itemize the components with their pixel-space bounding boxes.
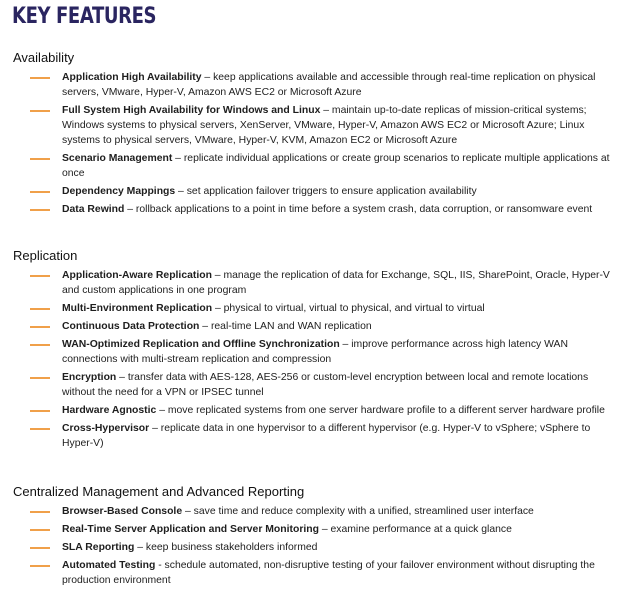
feature-desc: – improve performance across high latency WAN connections with multi-stream replication and compression bbox=[62, 339, 568, 365]
feature-list bbox=[0, 504, 620, 588]
feature-desc: – rollback applications to a point in time before a system crash, data corruption, or ransomware event bbox=[124, 204, 593, 215]
dash-bullet bbox=[30, 77, 50, 79]
feature-desc: – physical to virtual, virtual to physical, and virtual to virtual bbox=[212, 303, 485, 314]
feature-desc: – transfer data with AES-128, AES-256 or custom-level encryption between local and remote locations without the need for a VPN or IPSEC tunnel bbox=[62, 372, 589, 398]
list-item bbox=[0, 421, 620, 451]
feature-name: Hardware Agnostic bbox=[62, 405, 157, 416]
list-item bbox=[0, 70, 620, 100]
feature-desc: – move replicated systems from one server hardware profile to a different server hardware profile bbox=[156, 405, 605, 416]
feature-name: Dependency Mappings bbox=[62, 186, 176, 197]
section-heading: Centralized Management and Advanced Reporting bbox=[13, 484, 305, 499]
dash-bullet bbox=[30, 344, 50, 346]
feature-name: Continuous Data Protection bbox=[62, 321, 200, 332]
feature-name: Full System High Availability for Windows and Linux bbox=[62, 105, 321, 116]
list-item bbox=[0, 319, 620, 334]
feature-desc: – save time and reduce complexity with a unified, streamlined user interface bbox=[182, 506, 534, 517]
feature-desc: – real-time LAN and WAN replication bbox=[199, 321, 372, 332]
section-availability bbox=[0, 50, 620, 220]
list-item bbox=[0, 522, 620, 537]
list-item bbox=[0, 370, 620, 400]
feature-desc: – replicate data in one hypervisor to a different hypervisor (e.g. Hyper-V to vSphere; vSphere to Hyper-V) bbox=[62, 423, 591, 449]
feature-name: Application-Aware Replication bbox=[62, 270, 212, 281]
dash-bullet bbox=[30, 377, 50, 379]
dash-bullet bbox=[30, 529, 50, 531]
feature-name: WAN-Optimized Replication and Offline Synchronization bbox=[62, 339, 340, 350]
dash-bullet bbox=[30, 158, 50, 160]
list-item bbox=[0, 540, 620, 555]
list-item bbox=[0, 301, 620, 316]
section-replication bbox=[0, 248, 620, 454]
list-item bbox=[0, 202, 620, 217]
list-item bbox=[0, 403, 620, 418]
section-centralized-management bbox=[0, 484, 620, 591]
dash-bullet bbox=[30, 209, 50, 211]
dash-bullet bbox=[30, 410, 50, 412]
list-item bbox=[0, 103, 620, 148]
feature-desc: – manage the replication of data for Exchange, SQL, IIS, SharePoint, Oracle, Hyper-V and custom applications in one program bbox=[62, 270, 610, 296]
list-item bbox=[0, 151, 620, 181]
list-item bbox=[0, 268, 620, 298]
dash-bullet bbox=[30, 110, 50, 112]
dash-bullet bbox=[30, 565, 50, 567]
feature-desc: – keep business stakeholders informed bbox=[134, 542, 318, 553]
feature-name: Encryption bbox=[62, 372, 117, 383]
feature-name: Multi-Environment Replication bbox=[62, 303, 213, 314]
feature-desc: – replicate individual applications or create group scenarios to replicate multiple applications at once bbox=[62, 153, 610, 179]
feature-name: Automated Testing bbox=[62, 560, 156, 571]
feature-name: Scenario Management bbox=[62, 153, 173, 164]
dash-bullet bbox=[30, 326, 50, 328]
dash-bullet bbox=[30, 191, 50, 193]
list-item bbox=[0, 337, 620, 367]
feature-desc: – set application failover triggers to ensure application availability bbox=[175, 186, 477, 197]
section-heading: Availability bbox=[13, 50, 75, 65]
list-item bbox=[0, 504, 620, 519]
feature-desc: – examine performance at a quick glance bbox=[318, 524, 512, 535]
dash-bullet bbox=[30, 547, 50, 549]
feature-list bbox=[0, 268, 620, 451]
list-item bbox=[0, 558, 620, 588]
dash-bullet bbox=[30, 511, 50, 513]
feature-desc: - schedule automated, non-disruptive testing of your failover environment without disrupting the production environment bbox=[62, 560, 595, 586]
feature-name: SLA Reporting bbox=[62, 542, 135, 553]
list-item bbox=[0, 184, 620, 199]
page-title: KEY FEATURES bbox=[12, 4, 157, 29]
feature-name: Cross-Hypervisor bbox=[62, 423, 150, 434]
feature-list bbox=[0, 70, 620, 217]
feature-name: Application High Availability bbox=[62, 72, 202, 83]
dash-bullet bbox=[30, 275, 50, 277]
feature-name: Data Rewind bbox=[62, 204, 125, 215]
feature-desc: – maintain up-to-date replicas of mission-critical systems; Windows systems to physical servers, XenServer, VMware, Hyper-V, Amazon AWS EC2 or Microsoft Azure; Linux systems to physical servers, VMware, Hyper-V, KVM, Amazon EC2 or Microsoft Azure bbox=[62, 105, 587, 146]
feature-name: Real-Time Server Application and Server Monitoring bbox=[62, 524, 319, 535]
feature-desc: – keep applications available and accessible through real-time replication on physical servers, VMware, Hyper-V, Amazon AWS EC2 or Microsoft Azure bbox=[62, 72, 596, 98]
section-heading: Replication bbox=[13, 248, 78, 263]
dash-bullet bbox=[30, 308, 50, 310]
feature-name: Browser-Based Console bbox=[62, 506, 183, 517]
dash-bullet bbox=[30, 428, 50, 430]
